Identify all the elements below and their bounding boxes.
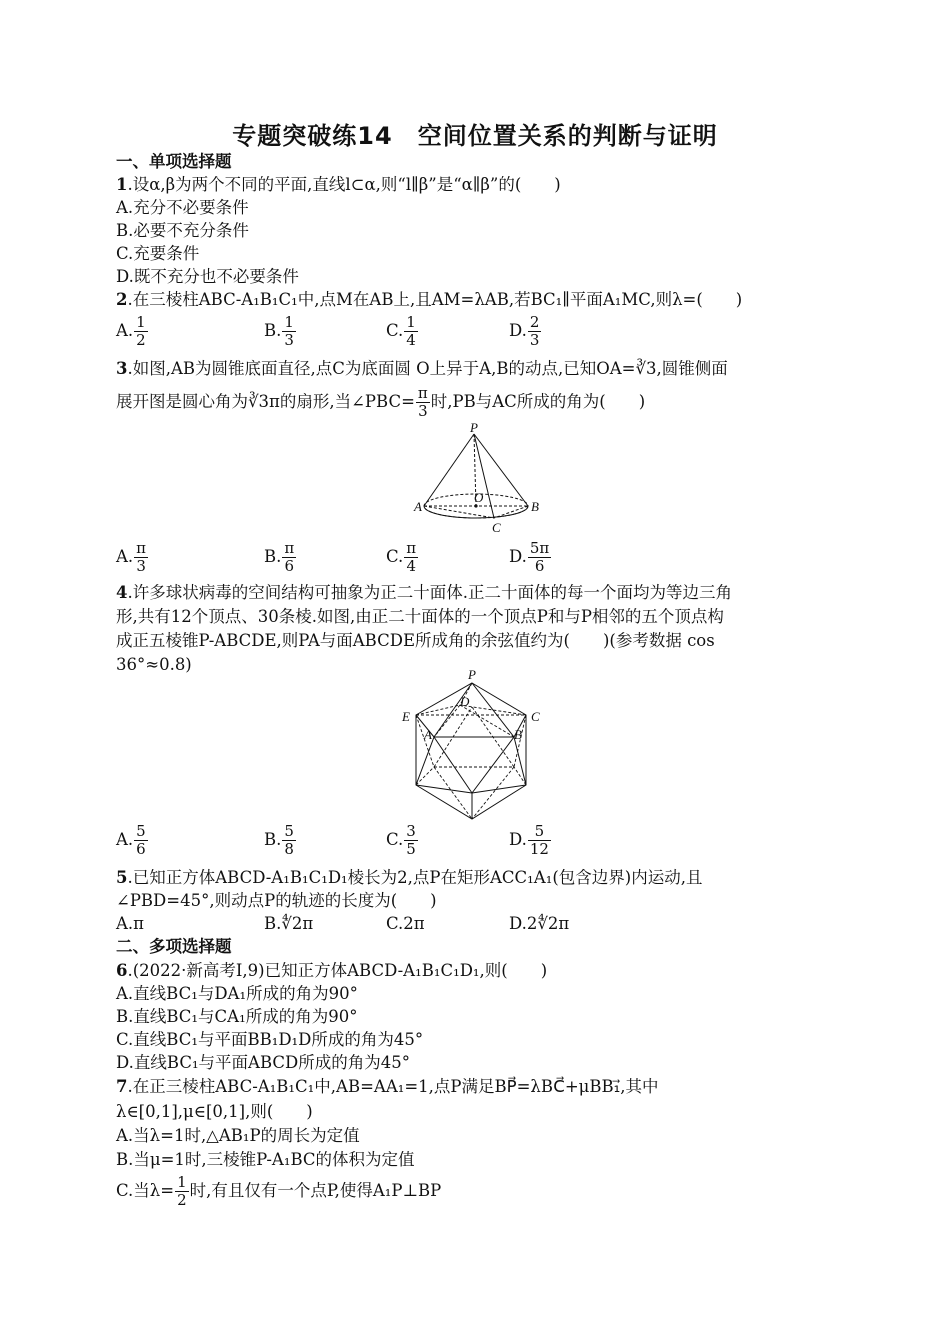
q7-option-c: C.当λ= $\frac{1}{2}$ 时,有且仅有一个点P,使得A₁P⊥BP xyxy=(116,1173,442,1209)
section-multiple-choice: 二、多项选择题 xyxy=(116,937,232,956)
question-4-line4: 36°≈0.8) xyxy=(116,655,192,674)
cone-label-o: O xyxy=(474,490,484,505)
question-6-stem: 6.(2022·新高考Ⅰ,9)已知正方体ABCD-A₁B₁C₁D₁,则( ) xyxy=(116,961,548,980)
q1-option-a: A.充分不必要条件 xyxy=(116,198,249,217)
ico-label-b: B xyxy=(514,727,522,742)
ico-label-e: E xyxy=(402,709,410,724)
q5-option-b: B.∜2π xyxy=(264,914,314,933)
section-single-choice: 一、单项选择题 xyxy=(116,152,232,171)
ico-label-d: D xyxy=(460,694,470,709)
icosahedron-figure xyxy=(398,667,558,827)
question-2-stem: 2.在三棱柱ABC-A₁B₁C₁中,点M在AB上,且AM=λAB,若BC₁∥平面A₁MC,则λ=( ) xyxy=(116,290,743,309)
q2-option-c: C. $\frac{1}{4}$ xyxy=(386,313,416,349)
q1-option-c: C.充要条件 xyxy=(116,244,200,263)
q5-option-d: D.2∜2π xyxy=(509,914,570,933)
question-3-line1: 3.如图,AB为圆锥底面直径,点C为底面圆 O上异于A,B的动点,已知OA=∛3,圆锥侧面 xyxy=(116,359,728,378)
question-5-line1: 5.已知正方体ABCD-A₁B₁C₁D₁棱长为2,点P在矩形ACC₁A₁(包含边界)内运动,且 xyxy=(116,868,703,887)
q6-option-b: B.直线BC₁与CA₁所成的角为90° xyxy=(116,1007,358,1026)
q3-option-a: A. $\frac{\pi}{3}$ xyxy=(116,539,147,575)
ico-label-c: C xyxy=(531,709,540,724)
q6-option-c: C.直线BC₁与平面BB₁D₁D所成的角为45° xyxy=(116,1030,424,1049)
cone-label-a: A xyxy=(414,499,422,514)
cone-label-b: B xyxy=(531,499,539,514)
q4-option-a: A. $\frac{5}{6}$ xyxy=(116,822,146,858)
q3-option-b: B. $\frac{\pi}{6}$ xyxy=(264,539,295,575)
q3-option-d: D. $\frac{5\pi}{6}$ xyxy=(509,539,550,575)
cone-label-c: C xyxy=(492,520,501,535)
q5-option-a: A.π xyxy=(116,914,145,933)
q7-option-b: B.当μ=1时,三棱锥P-A₁BC的体积为定值 xyxy=(116,1150,415,1169)
q6-option-d: D.直线BC₁与平面ABCD所成的角为45° xyxy=(116,1053,411,1072)
question-5-line2: ∠PBD=45°,则动点P的轨迹的长度为( ) xyxy=(116,891,437,910)
q2-option-d: D. $\frac{2}{3}$ xyxy=(509,313,540,349)
page-title: 专题突破练14 空间位置关系的判断与证明 xyxy=(232,122,718,150)
question-4-line1: 4.许多球状病毒的空间结构可抽象为正二十面体.正二十面体的每一个面均为等边三角 xyxy=(116,583,732,602)
ico-label-a: A xyxy=(424,727,432,742)
q1-option-d: D.既不充分也不必要条件 xyxy=(116,267,299,286)
q1-option-b: B.必要不充分条件 xyxy=(116,221,249,240)
q7-option-a: A.当λ=1时,△AB₁P的周长为定值 xyxy=(116,1126,360,1145)
q2-option-b: B. $\frac{1}{3}$ xyxy=(264,313,294,349)
question-7-line2: λ∈[0,1],μ∈[0,1],则( ) xyxy=(116,1102,313,1121)
cone-figure xyxy=(404,420,554,538)
q4-option-c: C. $\frac{3}{5}$ xyxy=(386,822,416,858)
q4-option-b: B. $\frac{5}{8}$ xyxy=(264,822,294,858)
ico-label-p: P xyxy=(468,667,476,682)
q5-option-c: C.2π xyxy=(386,914,425,933)
q2-option-a: A. $\frac{1}{2}$ xyxy=(116,313,146,349)
question-4-line2: 形,共有12个顶点、30条棱.如图,由正二十面体的一个顶点P和与P相邻的五个顶点构 xyxy=(116,607,724,626)
q3-option-c: C. $\frac{\pi}{4}$ xyxy=(386,539,417,575)
question-7-line1: 7.在正三棱柱ABC-A₁B₁C₁中,AB=AA₁=1,点P满足BP⃗=λBC⃗+μBB₁⃗,其中 xyxy=(116,1077,659,1096)
q6-option-a: A.直线BC₁与DA₁所成的角为90° xyxy=(116,984,358,1003)
cone-label-p: P xyxy=(470,420,478,435)
q4-option-d: D. $\frac{5}{12}$ xyxy=(509,822,549,858)
question-4-line3: 成正五棱锥P-ABCDE,则PA与面ABCDE所成角的余弦值约为( )(参考数据 cos xyxy=(116,631,715,650)
question-3-line2: 展开图是圆心角为∛3π的扇形,当∠PBC= $\frac{\pi}{3}$ 时,PB与AC所成的角为( ) xyxy=(116,384,646,420)
question-1-stem: 1.设α,β为两个不同的平面,直线l⊂α,则“l∥β”是“α∥β”的( ) xyxy=(116,175,561,194)
